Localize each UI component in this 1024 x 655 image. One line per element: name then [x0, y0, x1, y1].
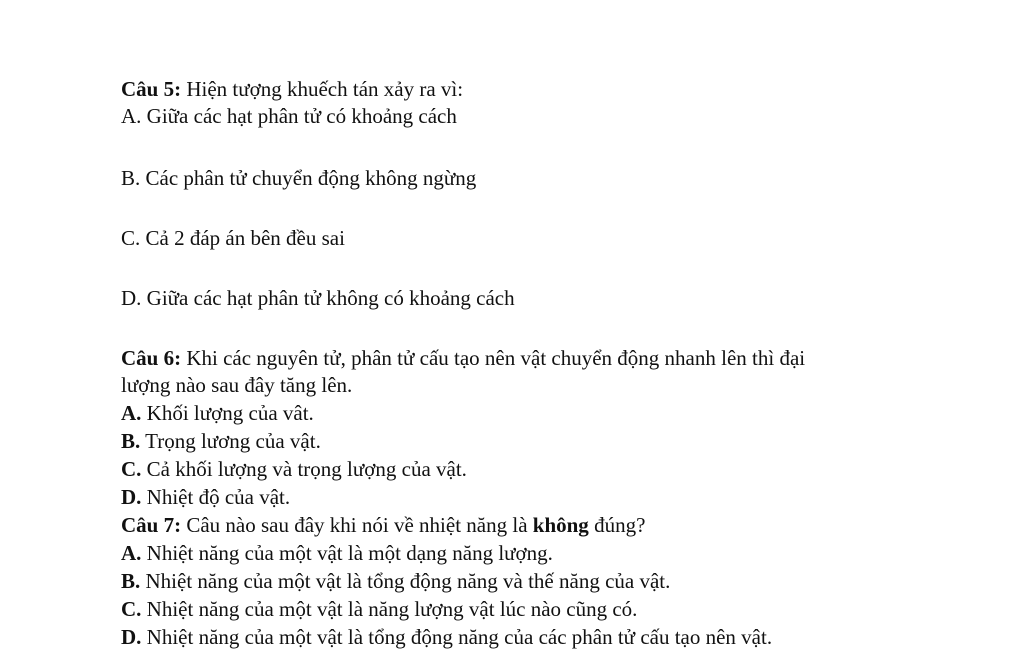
question-5-option-d: D. Giữa các hạt phân tử không có khoảng cách — [121, 286, 515, 310]
option-text: Nhiệt năng của một vật là tổng động năng của các phân tử cấu tạo nên vật. — [141, 625, 773, 649]
question-6-text-line2: lượng nào sau đây tăng lên. — [121, 373, 353, 397]
question-5-title — [121, 76, 463, 103]
question-7-title — [121, 512, 645, 539]
option-letter: C. — [121, 597, 142, 621]
question-7-option-b — [121, 568, 670, 595]
question-6-label: Câu 6: — [121, 346, 182, 370]
question-5-option-a: A. Giữa các hạt phân tử có khoảng cách — [121, 104, 457, 128]
question-5-text: Hiện tượng khuếch tán xảy ra vì: — [181, 77, 464, 101]
question-5-label: Câu 5: — [121, 77, 182, 101]
option-letter: D. — [121, 485, 142, 509]
option-text: Nhiệt năng của một vật là tổng động năng và thế năng của vật. — [140, 569, 671, 593]
option-text: Khối lượng của vât. — [141, 401, 314, 425]
question-5-option-c: C. Cả 2 đáp án bên đều sai — [121, 226, 345, 250]
option-letter: D. — [121, 625, 142, 649]
option-text: Trọng lương của vật. — [140, 429, 321, 453]
question-7-option-c — [121, 596, 637, 623]
option-text: Nhiệt độ của vật. — [141, 485, 291, 509]
question-7-label: Câu 7: — [121, 513, 182, 537]
question-6-option-a — [121, 400, 314, 427]
question-6-text-line1: Khi các nguyên tử, phân tử cấu tạo nên vật chuyển động nhanh lên thì đại — [181, 346, 806, 370]
option-letter: C. — [121, 457, 142, 481]
option-text: Nhiệt năng của một vật là năng lượng vật lúc nào cũng có. — [141, 597, 638, 621]
option-letter: A. — [121, 401, 142, 425]
question-6-option-c — [121, 456, 467, 483]
question-7-text-bold: không — [532, 513, 589, 537]
option-letter: B. — [121, 569, 141, 593]
question-7-option-a — [121, 540, 553, 567]
question-6-option-d — [121, 484, 290, 511]
question-7-text-after: đúng? — [588, 513, 646, 537]
option-letter: A. — [121, 541, 142, 565]
option-text: Cả khối lượng và trọng lượng của vật. — [141, 457, 467, 481]
question-7-option-d — [121, 624, 772, 651]
option-letter: B. — [121, 429, 141, 453]
question-5-option-b: B. Các phân tử chuyển động không ngừng — [121, 166, 477, 190]
option-text: Nhiệt năng của một vật là một dạng năng lượng. — [141, 541, 553, 565]
question-7-text-before: Câu nào sau đây khi nói về nhiệt năng là — [181, 513, 533, 537]
question-6-option-b — [121, 428, 321, 455]
question-6-title — [121, 345, 805, 372]
